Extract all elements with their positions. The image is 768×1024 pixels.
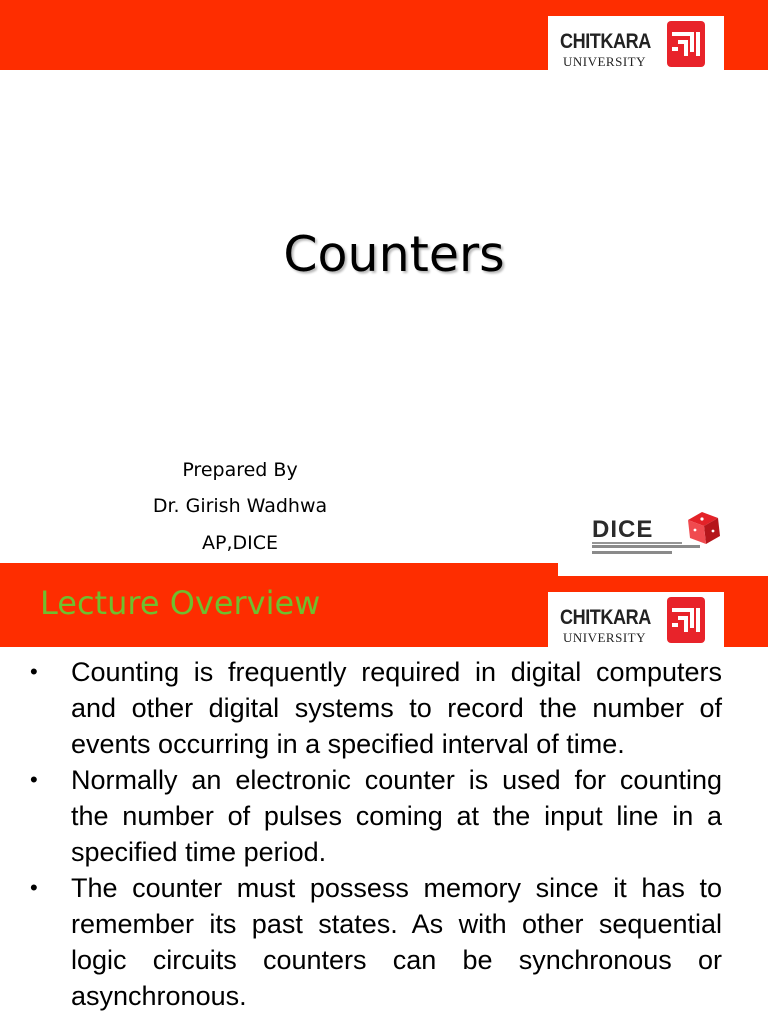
bullet-dot-icon: • [30, 659, 38, 684]
overview-bullet-list [30, 654, 722, 1014]
author-name: Dr. Girish Wadhwa [152, 495, 328, 517]
bullet-dot-icon: • [30, 767, 38, 792]
slide-heading: Lecture Overview [40, 584, 321, 622]
chitkara-logo-mark-icon [667, 597, 705, 643]
svg-text:DICE: DICE [592, 516, 654, 543]
bullet-dot-icon: • [30, 875, 38, 900]
logo-word: CHITKARA [560, 606, 651, 629]
logo-word: CHITKARA [560, 30, 651, 53]
prepared-by: Prepared By [182, 459, 298, 481]
chitkara-logo [548, 16, 724, 72]
logo-subtitle: UNIVERSITY [563, 630, 646, 645]
bullet-text: Normally an electronic counter is used for counting the number of pulses coming at the input line in a specified time period. [71, 765, 722, 867]
chitkara-logo-mark-icon [667, 21, 705, 67]
bottom-accent-bar [0, 563, 558, 576]
overview-slide [0, 576, 768, 1024]
slide-title: Counters [283, 226, 505, 283]
bullet-item [30, 762, 722, 870]
bullet-item [30, 870, 722, 1014]
author-affiliation: AP,DICE [202, 532, 278, 554]
bullet-text: The counter must possess memory since it has to remember its past states. As with other sequential logic circuits counters can be synchronous or asynchronous. [71, 873, 722, 1011]
dice-logo-icon [592, 506, 732, 558]
bullet-text: Counting is frequently required in digital computers and other digital systems to record the number of events occurring in a specified interval of time. [71, 657, 722, 759]
logo-subtitle: UNIVERSITY [563, 54, 646, 69]
chitkara-logo [548, 592, 724, 648]
bullet-item [30, 654, 722, 762]
